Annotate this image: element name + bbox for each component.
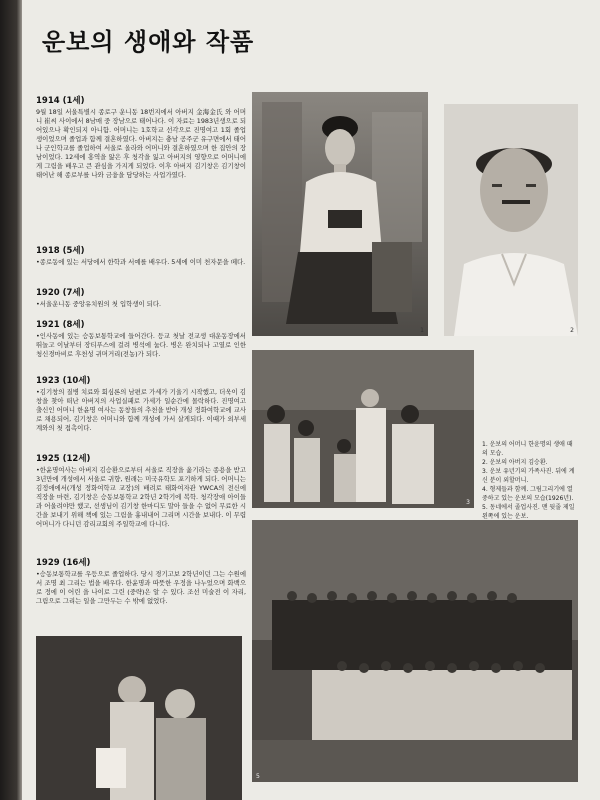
entry-text: •인사동에 있는 승동보통학교에 들어간다. 등교 첫날 전교생 대운동장에서 뛰놀고 이날부터 장티푸스에 걸려 병석에 눕다. 병은 완치되나 고열로 인한 청신경마비로 후천성 귀머거리(전농)가 되다. <box>36 332 246 358</box>
caption-line: 4. 형제들과 함께. 그림그리기에 열중하고 있는 운보의 모습(1926년). <box>482 486 574 502</box>
school-group-image <box>252 520 578 782</box>
caption-line: 1. 운보의 어머니 한윤명의 생애 때의 모습. <box>482 441 573 457</box>
photo-mother <box>252 92 428 336</box>
timeline-entry-1925 <box>36 452 246 529</box>
entry-text: •종로동에 있는 서당에서 한학과 서예를 배우다. 5세에 이미 천자문을 떼다. <box>36 258 246 266</box>
photo-family <box>252 350 474 508</box>
caption-line: 5. 동네에서 졸업사진. 맨 뒷줄 제일 왼쪽에 있는 운보. <box>482 504 575 520</box>
entry-text: 9월 18일 서울특별시 종로구 운니동 18번지에서 아버지 金海金氏 와 어머니 崔씨 사이에서 8남매 중 장남으로 태어나다. 이 자료는 1983년생으로 되어있으나 확인되지 아니함. 어머니는 1호학교 선각으로 진명여고 1회 졸업생이었으며 졸업과 함께 결혼하였다. 아버지는 충남 공주군 유구면에서 태어나 군인학교를 졸업하여 서울로 올라와 어머니와 결혼하였으며 한 집안의 장남이었다. 12세에 홍역을 앓은 후 청각을 잃고 아버지의 영향으로 어머니에게 그림을 배우고 큰 관심을 가지게 되었다. 이후 아버지 김기창은 김기창이 태어난 해 종로부를 나와 금융을 담당하는 사업가였다. <box>36 108 246 179</box>
photo-father <box>444 104 578 336</box>
entry-text: •서울운니동 중앙유치원의 첫 입학생이 되다. <box>36 300 162 308</box>
entry-year: 1914 (1세) <box>36 96 85 106</box>
entry-year: 1929 (16세) <box>36 558 91 568</box>
book-spine <box>0 0 24 800</box>
mother-portrait-image <box>252 92 428 336</box>
caption-line: 3. 운보 유년기의 가족사진. 뒤에 계신 분이 외할머니. <box>482 468 575 484</box>
timeline-entry-1918 <box>36 244 246 267</box>
entry-year: 1921 (8세) <box>36 320 85 330</box>
caption-line: 2. 운보의 아버지 김승환. <box>482 459 548 466</box>
timeline-entry-1923 <box>36 374 246 433</box>
entry-year: 1923 (10세) <box>36 376 91 386</box>
page-title: 운보의 생애와 작품 <box>42 28 255 56</box>
entry-year: 1918 (5세) <box>36 246 85 256</box>
father-portrait-image <box>444 104 578 336</box>
family-photo-image <box>252 350 474 508</box>
photo-number: 1 <box>420 327 424 334</box>
timeline-entry-1914 <box>36 94 246 180</box>
photo-number: 2 <box>570 327 574 334</box>
timeline-entry-1929 <box>36 556 246 606</box>
photo-number: 5 <box>256 773 260 780</box>
photo-captions <box>482 440 578 521</box>
siblings-photo-image <box>36 636 242 800</box>
timeline-entry-1921 <box>36 318 246 359</box>
entry-text: •김기창의 질병 치료와 회심론의 남편로 가세가 기울기 시작했고, 더욱이 김창을 찾아 떠난 아버지의 사업실패로 가세가 일순간에 몰락하다. 진명여고 출신인 어머니 한윤명 여사는 동창들의 추천을 받아 개성 정화여학교에 교사로 채용되어, 김기창은 어머니와 함께 개성에 가서 살게되다. 이때가 외부세계와의 첫 접촉이다. <box>36 388 246 432</box>
photo-school-group <box>252 520 578 782</box>
timeline-entry-1920 <box>36 286 246 309</box>
photo-siblings <box>36 636 242 800</box>
entry-year: 1920 (7세) <box>36 288 85 298</box>
entry-text: •한윤명여사는 아버지 김승환으로부터 서울로 직장을 옮기라는 종용을 받고 3년만에 개성에서 서울로 귀향, 원래는 미국유학도 포기하게 되다. 어머니는 김정애에서(개성 정화여학교 교장)의 배려로 태화여자관 YWCA의 전신에 직장을 마련, 김기창은 승동보통학교 2학년 2학기에 복학. 청각장애 아이들과 어울려야만 했고, 선생님이 김기창 한마디도 말아 들을 수 없어 무료한 시간을 보내기 위해 책에 있는 그림을 흉내내어 그리며 시간을 보내다. 이 무렵 어머니가 다니던 감리교회의 주일학교에 다니다. <box>36 466 246 528</box>
photo-number: 3 <box>466 499 470 506</box>
entry-text: •승동보통학교를 우등으로 졸업하다. 당시 경기고보 2학년이던 그는 수원에서 조명 최 그리는 법을 배우다. 한윤명과 따뜻한 우정을 나누었으며 화백으로 정에 이 어린 을 나이로 그린 (중략)은 알 수 있다. 조선 미술전 이 자리, 그림으로 그리는 일을 그만두는 수 밖에 없었다. <box>36 570 246 605</box>
entry-year: 1925 (12세) <box>36 454 91 464</box>
